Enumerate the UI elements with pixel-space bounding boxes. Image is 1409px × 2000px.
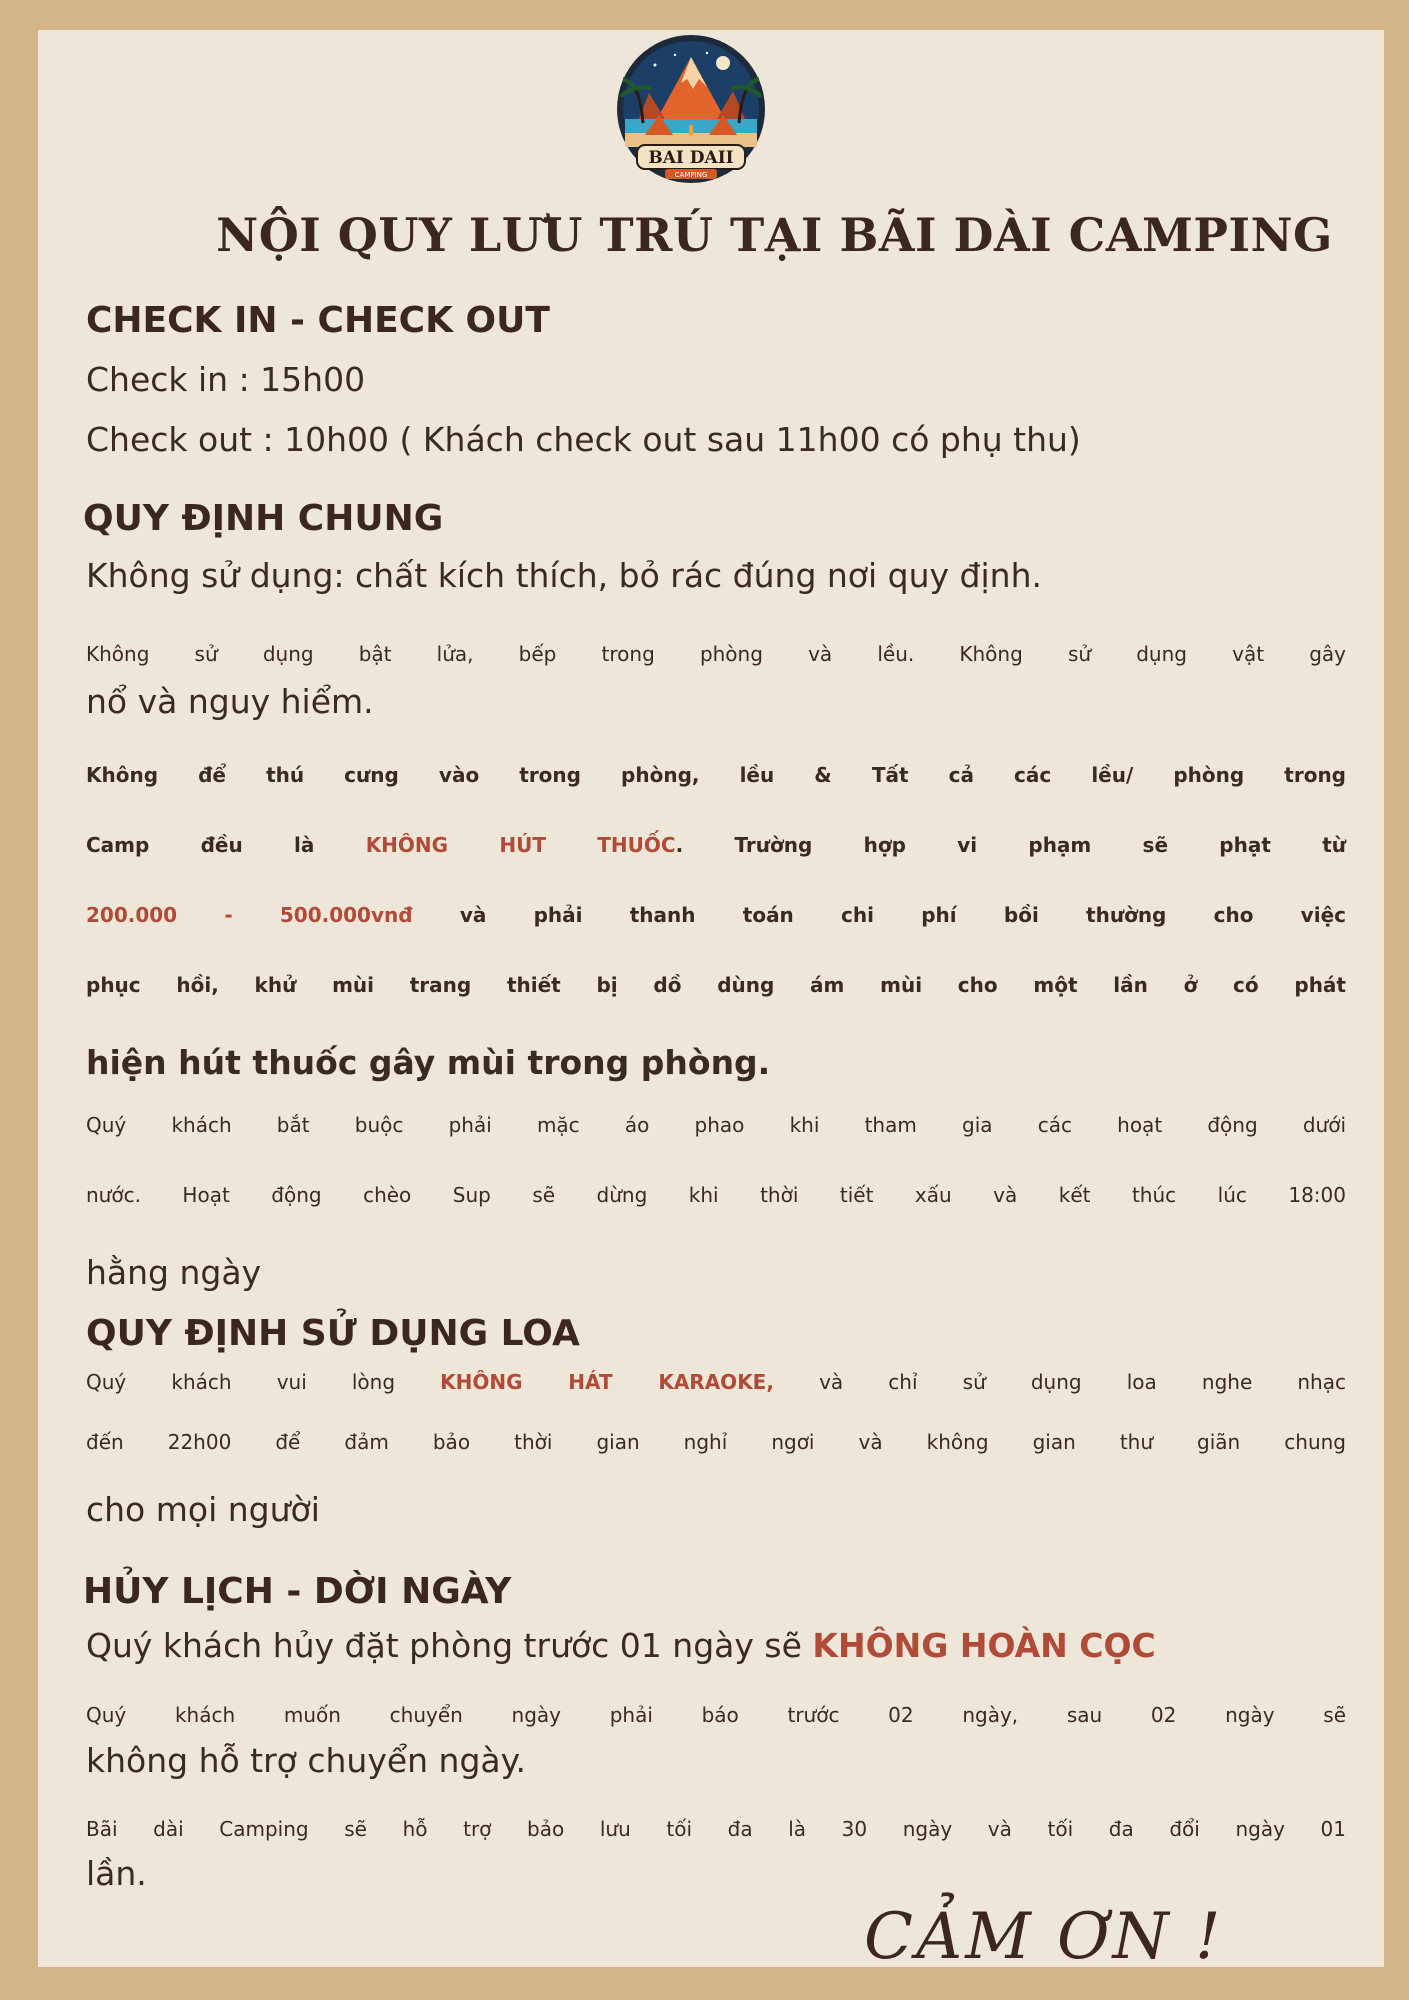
cancel-line-4: Bãi dài Camping sẽ hỗ trợ bảo lưu tối đa là 30 ngày và tối đa đổi ngày 01 [86,1817,1346,1841]
cancel-heading: HỦY LỊCH - DỜI NGÀY [83,1571,512,1612]
general-rule-4-line-1: Quý khách bắt buộc phải mặc áo phao khi tham gia các hoạt động dưới [86,1113,1346,1137]
no-karaoke-highlight: KHÔNG HÁT KARAOKE, [440,1370,774,1394]
thank-you: CẢM ƠN ! [864,1900,1224,1974]
logo-main-text: BAI DAII [648,148,734,168]
cancel-line-2: Quý khách muốn chuyển ngày phải báo trước 02 ngày, sau 02 ngày sẽ [86,1703,1346,1727]
logo-sub-text: CAMPING [674,171,708,179]
general-rule-2-line-2: nổ và nguy hiểm. [86,682,374,721]
checkin-time: Check in : 15h00 [86,360,366,399]
checkout-time: Check out : 10h00 ( Khách check out sau 11h00 có phụ thu) [86,420,1081,459]
camping-logo [615,33,767,185]
general-rule-3-line-5: hiện hút thuốc gây mùi trong phòng. [86,1043,771,1082]
cancel-line-1: Quý khách hủy đặt phòng trước 01 ngày sẽ KHÔNG HOÀN CỌC [86,1626,1156,1665]
general-rule-3-line-1: Không để thú cưng vào trong phòng, lều & Tất cả các lều/ phòng trong [86,763,1346,787]
general-rule-3-line-4: phục hồi, khử mùi trang thiết bị dồ dùng ám mùi cho một lần ở có phát [86,973,1346,997]
general-rule-1: Không sử dụng: chất kích thích, bỏ rác đúng nơi quy định. [86,556,1042,595]
cancel-line-3: không hỗ trợ chuyển ngày. [86,1741,526,1780]
general-rule-3-line-2: Camp đều là KHÔNG HÚT THUỐC. Trường hợp vi phạm sẽ phạt từ [86,833,1347,857]
page-title: NỘI QUY LƯU TRÚ TẠI BÃI DÀI CAMPING [216,208,1333,262]
general-rule-4-line-3: hằng ngày [86,1253,262,1292]
speaker-heading: QUY ĐỊNH SỬ DỤNG LOA [86,1313,580,1354]
fine-amount-highlight: 200.000 - 500.000vnđ [86,903,413,927]
no-smoking-highlight: KHÔNG HÚT THUỐC [365,833,676,857]
general-rule-3-line-3: 200.000 - 500.000vnđ và phải thanh toán chi phí bồi thường cho việc [86,903,1346,927]
checkin-heading: CHECK IN - CHECK OUT [86,300,550,341]
general-rule-4-line-2: nước. Hoạt động chèo Sup sẽ dừng khi thời tiết xấu và kết thúc lúc 18:00 [86,1183,1346,1207]
speaker-line-3: cho mọi người [86,1490,320,1529]
speaker-line-1: Quý khách vui lòng KHÔNG HÁT KARAOKE, và chỉ sử dụng loa nghe nhạc [86,1370,1346,1394]
general-rule-2-line-1: Không sử dụng bật lửa, bếp trong phòng và lều. Không sử dụng vật gây [86,642,1346,666]
general-heading: QUY ĐỊNH CHUNG [83,498,444,539]
speaker-line-2: đến 22h00 để đảm bảo thời gian nghỉ ngơi và không gian thư giãn chung [86,1430,1346,1454]
no-refund-highlight: KHÔNG HOÀN CỌC [812,1626,1156,1665]
cancel-line-5: lần. [86,1854,147,1893]
rules-card [38,30,1384,1974]
